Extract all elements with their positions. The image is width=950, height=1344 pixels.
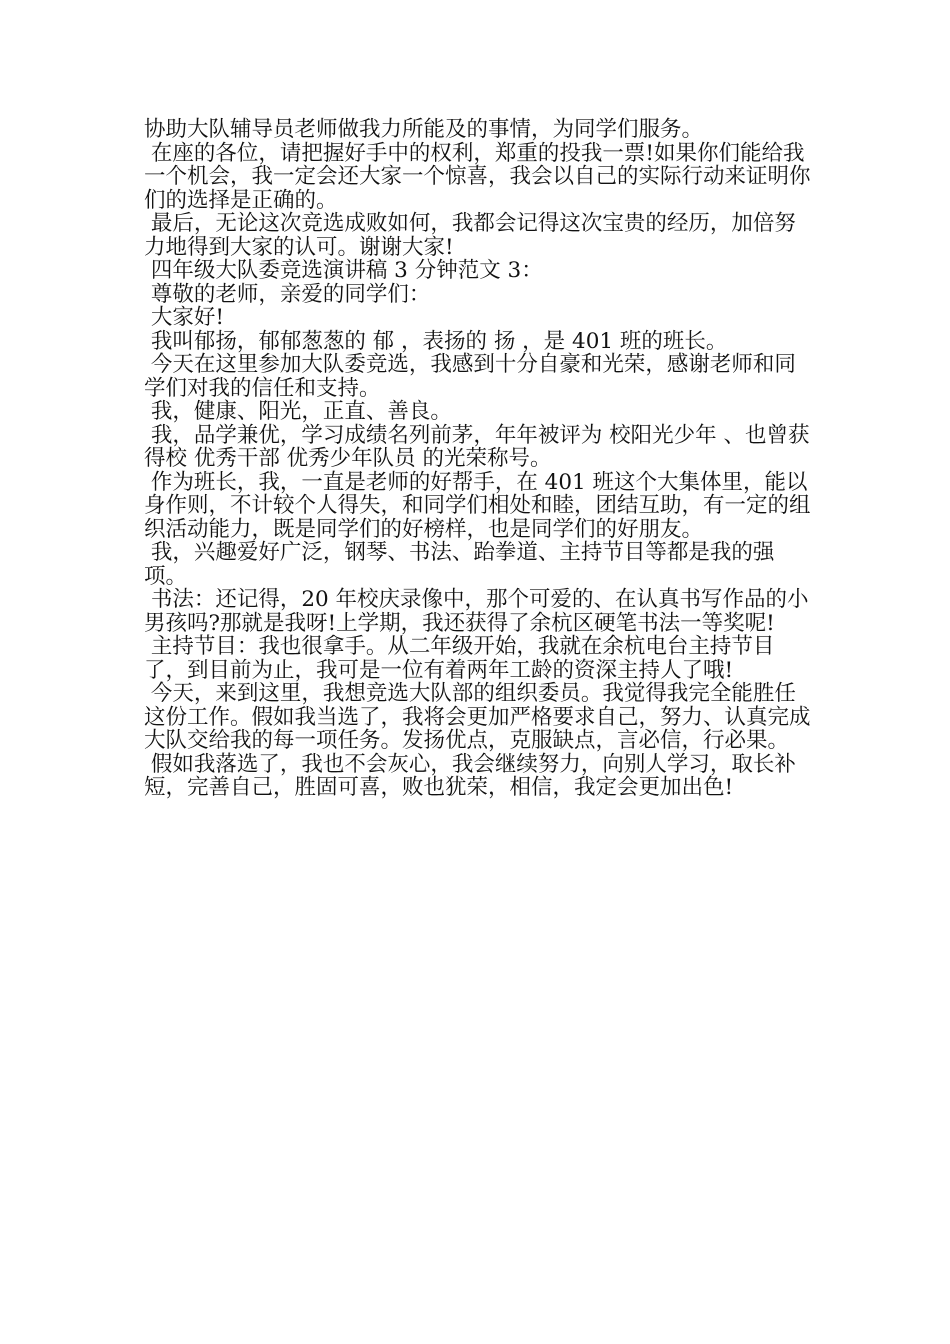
paragraph: 我，品学兼优，学习成绩名列前茅，年年被评为 校阳光少年 、也曾获得校 优秀干部 优秀少年队员 的光荣称号。 (144, 422, 810, 471)
section-heading: 四年级大队委竞选演讲稿 3 分钟范文 3： (144, 258, 543, 283)
speech-text-body (144, 118, 814, 800)
paragraph: 作为班长，我，一直是老师的好帮手，在 401 班这个大集体里，能以身作则，不计较个人得失，和同学们相处和睦，团结互助，有一定的组织活动能力，既是同学们的好榜样，也是同学们的好朋友。 (144, 469, 811, 542)
salutation: 尊敬的老师，亲爱的同学们： (144, 281, 431, 307)
paragraph: 今天在这里参加大队委竞选，我感到十分自豪和光荣，感谢老师和同学们对我的信任和支持。 (144, 352, 796, 401)
paragraph: 假如我落选了，我也不会灰心，我会继续努力，向别人学习，取长补短，完善自己，胜固可喜，败也犹荣，相信，我定会更加出色! (144, 751, 796, 800)
paragraph: 我，兴趣爱好广泛，钢琴、书法、跆拳道、主持节目等都是我的强项。 (144, 540, 775, 589)
paragraph: 我，健康、阳光，正直、善良。 (144, 399, 452, 424)
paragraph: 在座的各位，请把握好手中的权利，郑重的投我一票!如果你们能给我一个机会，我一定会还大家一个惊喜，我会以自己的实际行动来证明你们的选择是正确的。 (144, 140, 811, 213)
paragraph: 今天，来到这里，我想竞选大队部的组织委员。我觉得我完全能胜任这份工作。假如我当选了，我将会更加严格要求自己，努力、认真完成大队交给我的每一项任务。发扬优点，克服缺点，言必信，行必果。 (144, 681, 811, 753)
paragraph: 协助大队辅导员老师做我力所能及的事情，为同学们服务。 (144, 117, 704, 142)
paragraph: 我叫郁扬，郁郁葱葱的 郁 ，表扬的 扬 ，是 401 班的班长。 (144, 328, 728, 354)
paragraph: 主持节目：我也很拿手。从二年级开始，我就在余杭电台主持节目了，到目前为止，我可是一位有着两年工龄的资深主持人了哦! (144, 634, 775, 683)
paragraph: 书法：还记得，20 年校庆录像中，那个可爱的、在认真书写作品的小男孩吗?那就是我呀!上学期，我还获得了余杭区硬笔书法一等奖呢! (144, 587, 809, 636)
greeting: 大家好! (144, 305, 224, 330)
paragraph: 最后，无论这次竞选成败如何，我都会记得这次宝贵的经历，加倍努力地得到大家的认可。谢谢大家! (144, 211, 796, 260)
